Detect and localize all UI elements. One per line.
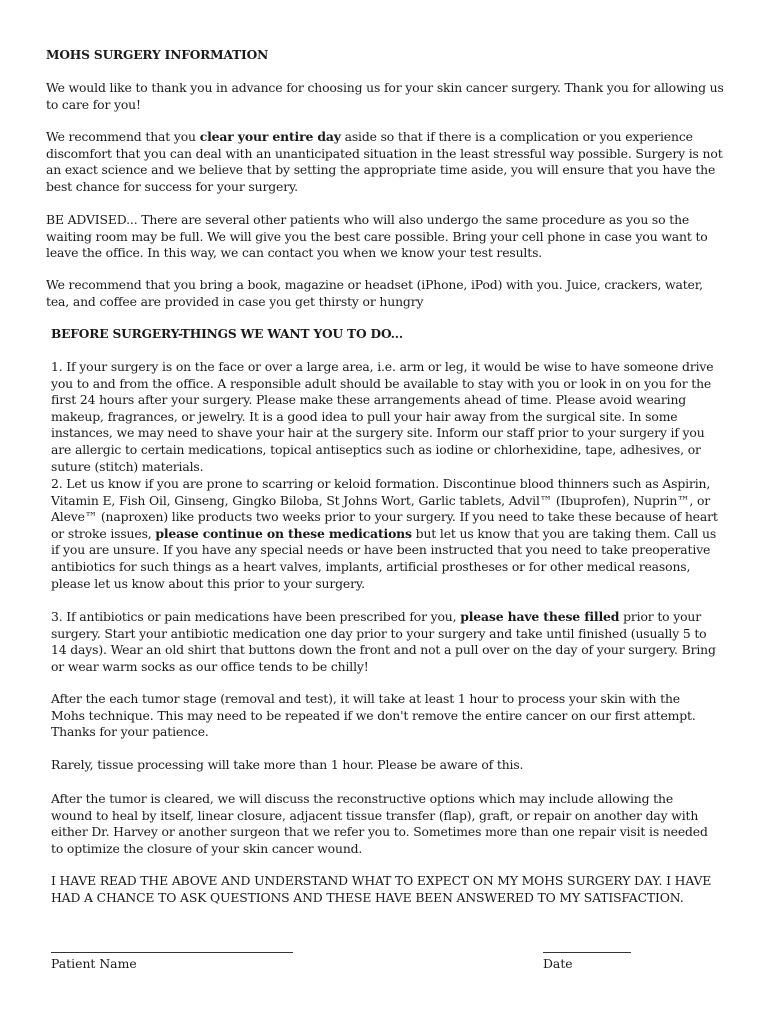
date-signature-line[interactable] bbox=[543, 952, 631, 953]
advised-paragraph: BE ADVISED... There are several other patients who will also undergo the same procedure as you so the waiting room may be full. We will give you the best care possible. Bring your cell phone in case you want to leave the office. In this way, we can contact you when we know your test results. bbox=[46, 212, 708, 261]
patient-signature-line[interactable] bbox=[51, 952, 293, 953]
bring-paragraph: We recommend that you bring a book, magazine or headset (iPhone, iPod) with you. Juice, crackers, water, tea, and coffee are provided in case you get thirsty or hungry bbox=[46, 277, 703, 309]
item-2-text-before: 2. Let us know if you are prone to scarring or keloid formation. Discontinue blood thinners such as Aspirin, Vitamin E, Fish Oil, Ginseng, Gingko Biloba, St Johns Wort, Garlic tablets, Advil™ (Ibuprofen), Nuprin™, or Aleve™ (naproxen) like products two weeks prior to your surgery. If you need to take these because of heart or stroke issues, bbox=[51, 476, 718, 541]
recommend-text-after: aside so that if there is a complication or you experience discomfort that you can deal with an unanticipated situation in the least stressful way possible. Surgery is not an exact science and we believe that by setting the appropriate time aside, you will ensure that you have the best chance for success for your surgery. bbox=[46, 129, 723, 194]
recommend-text-before: We recommend that you bbox=[46, 129, 200, 144]
item-3-text-after: prior to your surgery. Start your antibiotic medication one day prior to your surgery and take until finished (usually 5 to 14 days). Wear an old shirt that buttons down the front and not a pull over on the day of your surgery. Bring or wear warm socks as our office tends to be chilly! bbox=[51, 609, 716, 674]
intro-paragraph: We would like to thank you in advance for choosing us for your skin cancer surgery. Thank you for allowing us to care for you! bbox=[46, 80, 724, 112]
item-2-bold: please continue on these medications bbox=[155, 525, 412, 541]
rarely-paragraph: Rarely, tissue processing will take more than 1 hour. Please be aware of this. bbox=[51, 757, 524, 772]
item-2-paragraph bbox=[51, 476, 723, 592]
recommend-paragraph bbox=[46, 129, 726, 195]
acknowledgement-paragraph: I HAVE READ THE ABOVE AND UNDERSTAND WHAT TO EXPECT ON MY MOHS SURGERY DAY. I HAVE HAD A CHANCE TO ASK QUESTIONS AND THESE HAVE BEEN ANSWERED TO MY SATISFACTION. bbox=[51, 873, 712, 905]
item-1-paragraph: 1. If your surgery is on the face or over a large area, i.e. arm or leg, it would be wise to have someone drive you to and from the office. A responsible adult should be available to stay with you or look in on you for the first 24 hours after your surgery. Please make these arrangements ahead of time. Please avoid wearing makeup, fragrances, or jewelry. It is a good idea to pull your hair away from the surgical site. In some instances, we may need to shave your hair at the surgery site. Inform our staff prior to your surgery if you are allergic to certain medications, topical antiseptics such as iodine or chlorhexidine, tape, adhesives, or suture (stitch) materials. bbox=[51, 359, 714, 474]
patient-name-label: Patient Name bbox=[51, 956, 137, 971]
cleared-paragraph: After the tumor is cleared, we will discuss the reconstructive options which may include allowing the wound to heal by itself, linear closure, adjacent tissue transfer (flap), graft, or repair on another day with either Dr. Harvey or another surgeon that we refer you to. Sometimes more than one repair visit is needed to optimize the closure of your skin cancer wound. bbox=[51, 791, 708, 856]
recommend-bold: clear your entire day bbox=[199, 129, 341, 144]
item-3-bold: please have these filled bbox=[460, 609, 620, 624]
tumor-stage-paragraph: After the each tumor stage (removal and test), it will take at least 1 hour to process your skin with the Mohs technique. This may need to be repeated if we don't remove the entire cancer on our first attempt. Thanks for your patience. bbox=[51, 691, 696, 740]
item-2-text-after: but let us know that you are taking them. Call us if you are unsure. If you have any special needs or have been instructed that you need to take preoperative antibiotics for such things as a heart valves, implants, artificial prostheses or for other medical reasons, please let us know about this prior to your surgery. bbox=[51, 525, 717, 591]
item-3-paragraph bbox=[51, 609, 721, 675]
document-title: MOHS SURGERY INFORMATION bbox=[46, 48, 269, 62]
date-label: Date bbox=[543, 956, 573, 971]
item-3-text-before: 3. If antibiotics or pain medications have been prescribed for you, bbox=[51, 609, 461, 624]
before-surgery-heading: BEFORE SURGERY-THINGS WE WANT YOU TO DO... bbox=[51, 327, 403, 341]
